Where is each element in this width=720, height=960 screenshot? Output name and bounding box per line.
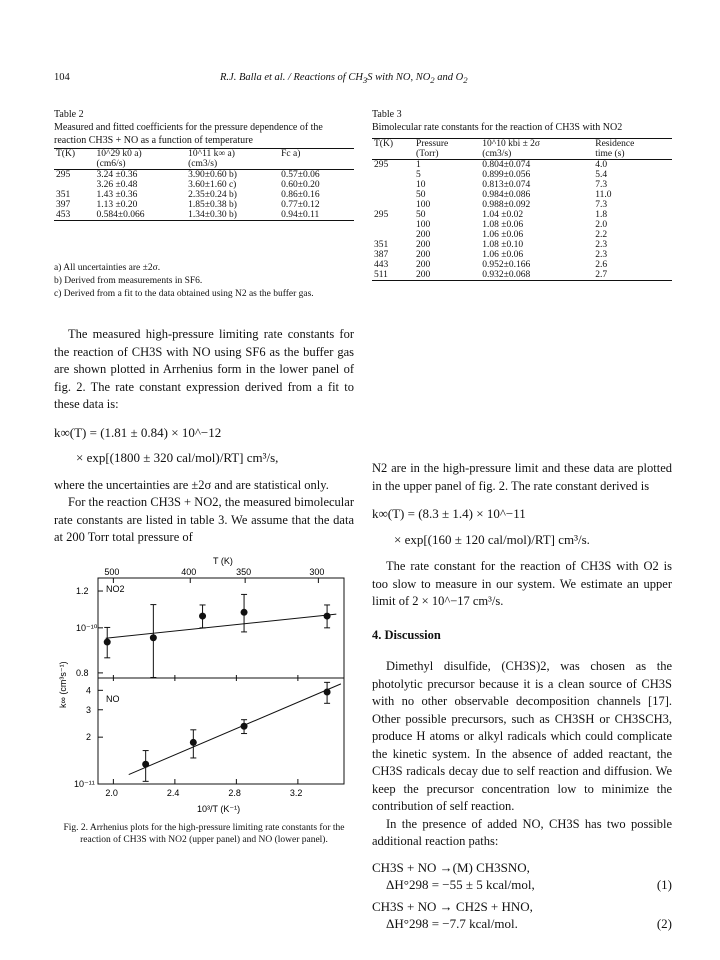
table3-unit-1: (Torr) [416, 149, 439, 159]
reaction-2: CH3S + NO → CH2S + HNO, [372, 898, 533, 914]
table3-cell: 100 [416, 220, 431, 230]
equation-no: k∞(T) = (1.81 ± 0.84) × 10^−12 [54, 424, 222, 440]
table3-cell: 2.3 [595, 240, 608, 250]
table3-cell: 2.3 [595, 250, 608, 260]
table2-header-0: T(K) [56, 149, 75, 159]
table3-cell: 351 [374, 240, 389, 250]
table2-block [54, 108, 354, 147]
table2-cell: 351 [56, 190, 71, 200]
table3-cell: 2.6 [595, 260, 608, 270]
y-tick-label: 10⁻¹¹ [74, 779, 95, 789]
data-point-no2 [150, 634, 157, 641]
table3-header-3: Residence [595, 139, 635, 149]
table3-cell: 200 [416, 270, 431, 280]
table3-cell: 7.3 [595, 200, 608, 210]
table2-cell: 3.90±0.60 b) [188, 170, 237, 180]
table3-cell: 295 [374, 210, 389, 220]
table3-cell: 1.8 [595, 210, 608, 220]
reaction-1-enthalpy [386, 876, 672, 894]
table3-cell: 5.4 [595, 170, 608, 180]
table3-cell: 10 [416, 180, 426, 190]
reaction-1: CH3S + NO →(M) CH3SNO, [372, 859, 530, 875]
table3-cell: 0.932±0.068 [482, 270, 531, 280]
table2-cell: 1.13 ±0.20 [96, 200, 138, 210]
table2-header-3: Fc a) [281, 149, 301, 159]
y-tick-label: 3 [86, 704, 92, 715]
table2-cell: 2.35±0.24 b) [188, 190, 237, 200]
right-paragraph-3: Dimethyl disulfide, (CH3S)2, was chosen as the photolytic precursor because it is a clean source of CH3S with no other observable decomposition channels [17]. Other possible precursors, such as CH3SH or CH3SCH3, produce H atoms or alkyl radicals which could complicate the kinetic system. In the absence of added reactant, the CH3S radicals decay due to self reaction and diffusion. We keep the precursor concentration low to minimize the contribution of self reaction. [372, 659, 672, 813]
table3-cell: 2.7 [595, 270, 608, 280]
table2 [54, 148, 354, 221]
table3-cell: 1.06 ±0.06 [482, 230, 524, 240]
bottom-tick-label: 2.4 [166, 788, 180, 798]
bottom-tick-label: 2.0 [105, 788, 118, 798]
table2-cell: 3.60±1.60 c) [188, 180, 237, 190]
table3-cell: 387 [374, 250, 389, 260]
table2-unit-1: (cm6/s) [96, 159, 126, 169]
table3-cell: 0.988±0.092 [482, 200, 531, 210]
top-tick-label: 350 [236, 567, 252, 577]
table-row [372, 250, 672, 260]
table-row [372, 160, 672, 171]
table2-unit-2: (cm3/s) [188, 159, 218, 169]
table2-header-1: 10^29 k0 a) [96, 149, 142, 159]
table3-cell: 50 [416, 190, 426, 200]
table3-block [372, 108, 672, 134]
table2-cell: 397 [56, 200, 71, 210]
table3-cell: 200 [416, 260, 431, 270]
table3-cell: 443 [374, 260, 389, 270]
data-point-no [142, 761, 149, 768]
right-paragraph-2: The rate constant for the reaction of CH3S with O2 is too slow to measure in our system. We estimate an upper limit of 2 × 10^−17 cm³/s. [372, 559, 672, 608]
table2-unit-0 [54, 159, 95, 170]
table-row [372, 180, 672, 190]
table3-cell: 2.2 [595, 230, 608, 240]
table2-caption: Measured and fitted coefficients for the pressure dependence of the reaction CH3S + NO as a function of temperature [54, 122, 323, 146]
table-row [372, 170, 672, 180]
data-point-no2 [104, 639, 111, 646]
table2-cell: 0.86±0.16 [281, 190, 320, 200]
figure-2 [54, 556, 354, 818]
table3-cell: 7.3 [595, 180, 608, 190]
table-row [372, 240, 672, 250]
table2-cell: 0.60±0.20 [281, 180, 320, 190]
table-row [372, 270, 672, 281]
table3-cell: 0.899±0.056 [482, 170, 531, 180]
reaction-2-number: (2) [656, 916, 672, 931]
left-paragraph-1: The measured high-pressure limiting rate constants for the reaction of CH3S with NO using SF6 as the buffer gas are shown plotted in Arrhenius form in the lower panel of fig. 2. The rate constant expression derived from a fit to these data is: [54, 327, 354, 411]
table3-cell: 0.804±0.074 [482, 160, 531, 170]
y-tick-label: 1.2 [76, 586, 89, 597]
y-axis-label: k∞ (cm³s⁻¹) [58, 661, 68, 708]
table3-header-2: 10^10 kbi ± 2σ [482, 139, 541, 149]
table-row [372, 210, 672, 220]
data-point-no [190, 739, 197, 746]
left-paragraph-2: where the uncertainties are ±2σ and are statistical only. [54, 477, 329, 492]
data-point-no [324, 689, 331, 696]
table-row [372, 230, 672, 240]
data-point-no [241, 723, 248, 730]
table3-unit-0 [372, 149, 414, 160]
bottom-tick-label: 2.8 [228, 788, 241, 798]
table3-cell: 1.06 ±0.06 [482, 250, 524, 260]
table2-footnote-c: c) Derived from a fit to the data obtained using N2 as the buffer gas. [54, 289, 314, 299]
table3-unit-2: (cm3/s) [482, 149, 512, 159]
table2-cell [54, 180, 95, 190]
lower-panel-label: NO [106, 694, 120, 704]
upper-panel-label: NO2 [106, 584, 125, 594]
reaction-1-number: (1) [656, 877, 672, 892]
table3-cell: 295 [374, 160, 389, 170]
table3-cell: 100 [416, 200, 431, 210]
table2-cell: 453 [56, 210, 71, 220]
table3 [372, 138, 672, 281]
table2-cell: 3.26 ±0.48 [96, 180, 138, 190]
table3-cell [372, 180, 414, 190]
table3-cell: 1 [416, 160, 421, 170]
table2-footnotes [54, 262, 354, 301]
figure-caption: Fig. 2. Arrhenius plots for the high-pressure limiting rate constants for the reaction of CH3S with NO2 (upper panel) and NO (lower panel). [63, 823, 345, 845]
table3-cell: 0.984±0.086 [482, 190, 531, 200]
table-row [54, 200, 354, 210]
table-row [372, 220, 672, 230]
table2-cell: 1.85±0.38 b) [188, 200, 237, 210]
table-row [372, 200, 672, 210]
reaction-1-dh: ΔH°298 = −55 ± 5 kcal/mol, [386, 877, 535, 892]
table3-cell: 2.0 [595, 220, 608, 230]
bottom-tick-label: 3.2 [289, 788, 303, 798]
table3-cell [372, 170, 414, 180]
table-row [372, 260, 672, 270]
x-axis-label: 10³/T (K⁻¹) [197, 804, 241, 814]
table3-cell: 50 [416, 210, 426, 220]
table3-cell: 4.0 [595, 160, 608, 170]
table3-cell: 0.952±0.166 [482, 260, 531, 270]
table-row [54, 180, 354, 190]
equation-no2: k∞(T) = (8.3 ± 1.4) × 10^−11 [372, 506, 526, 521]
fit-line-no2 [106, 614, 337, 638]
table2-cell: 0.94±0.11 [281, 210, 320, 220]
y-tick-label: 2 [86, 732, 92, 743]
table3-caption: Bimolecular rate constants for the reaction of CH3S with NO2 [372, 122, 623, 133]
table3-cell [372, 220, 414, 230]
left-paragraph-3: For the reaction CH3S + NO2, the measured bimolecular rate constants are listed in table 3. We assume that the data at 200 Torr total pressure of [54, 495, 354, 544]
table-row [54, 210, 354, 221]
running-title: R.J. Balla et al. / Reactions of $CH_3S$ with NO, $NO_2$ and $O_2$ [220, 72, 468, 86]
right-paragraph-1: N2 are in the high-pressure limit and these data are plotted in the upper panel of fig. 2. The rate constant derived is [372, 461, 672, 493]
table2-title: Table 2 [54, 109, 84, 120]
y-tick-label: 10⁻¹⁰ [76, 622, 98, 633]
table3-cell: 1.08 ±0.06 [482, 220, 524, 230]
equation-no-exp: × exp[(1800 ± 320 cal/mol)/RT] cm³/s, [76, 450, 279, 465]
table2-cell: 0.57±0.06 [281, 170, 320, 180]
table3-title: Table 3 [372, 109, 402, 120]
table2-unit-3 [279, 159, 354, 170]
page-number: 104 [54, 72, 70, 83]
table3-unit-3: time (s) [595, 149, 625, 159]
data-point-no2 [324, 613, 331, 620]
table3-cell: 200 [416, 230, 431, 240]
table3-cell: 511 [374, 270, 388, 280]
table3-cell [372, 190, 414, 200]
arrhenius-plot [54, 556, 354, 818]
reaction-2-enthalpy [386, 915, 672, 933]
equation-no2-exp: × exp[(160 ± 120 cal/mol)/RT] cm³/s. [394, 531, 590, 547]
table2-cell: 3.24 ±0.36 [96, 170, 138, 180]
top-axis-label: T (K) [213, 556, 233, 566]
fit-line-no [129, 684, 341, 775]
table3-cell: 5 [416, 170, 421, 180]
table3-cell: 1.04 ±0.02 [482, 210, 524, 220]
table-row [372, 190, 672, 200]
table2-header-2: 10^11 k∞ a) [188, 149, 235, 159]
y-tick-label: 0.8 [76, 667, 89, 678]
top-tick-label: 500 [104, 567, 120, 577]
top-tick-label: 300 [309, 567, 325, 577]
table2-cell: 0.77±0.12 [281, 200, 320, 210]
table2-footnote-b: b) Derived from measurements in SF6. [54, 276, 203, 286]
table3-cell: 11.0 [595, 190, 612, 200]
table-row [54, 170, 354, 181]
plot-frame [98, 578, 344, 784]
table3-header-1: Pressure [416, 139, 449, 149]
reaction-2-dh: ΔH°298 = −7.7 kcal/mol. [386, 916, 518, 931]
top-tick-label: 400 [181, 567, 197, 577]
y-tick-label: 4 [86, 685, 92, 696]
section-heading: 4. Discussion [372, 627, 441, 642]
left-column [54, 326, 354, 547]
table3-cell: 1.08 ±0.10 [482, 240, 524, 250]
data-point-no2 [199, 613, 206, 620]
table3-cell: 200 [416, 240, 431, 250]
table2-cell: 0.584±0.066 [96, 210, 145, 220]
table3-cell [372, 230, 414, 240]
right-column [372, 460, 672, 933]
table3-header-0: T(K) [374, 139, 393, 149]
data-point-no2 [241, 609, 248, 616]
table3-cell [372, 200, 414, 210]
table-row [54, 190, 354, 200]
table3-cell: 0.813±0.074 [482, 180, 531, 190]
table2-cell: 1.34±0.30 b) [188, 210, 237, 220]
table2-cell: 1.43 ±0.36 [96, 190, 138, 200]
table3-cell: 200 [416, 250, 431, 260]
table2-cell: 295 [56, 170, 71, 180]
right-paragraph-4: In the presence of added NO, CH3S has two possible additional reaction paths: [372, 816, 672, 848]
table2-footnote-a: a) All uncertainties are ±2σ. [54, 263, 161, 273]
